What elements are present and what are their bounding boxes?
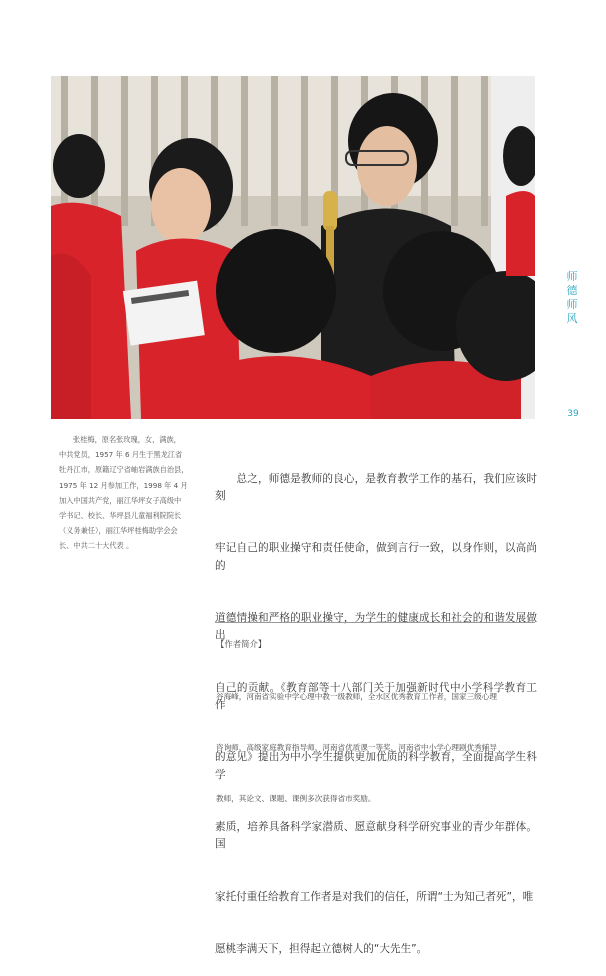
page-number: 39 (567, 409, 579, 419)
classroom-photo (51, 76, 535, 419)
body-line: 道德情操和严格的职业操守，为学生的健康成长和社会的和谐发展做出 (215, 612, 537, 642)
body-line: 自己的贡献。《教育部等十八部门关于加强新时代中小学科学教育工作 (215, 681, 537, 712)
section-tab (566, 270, 578, 326)
author-line: 教师，其论文、课题、课例多次获得省市奖励。 (216, 794, 376, 803)
section-tab-char: 师 (566, 298, 578, 311)
author-heading: 【作者简介】 (216, 639, 267, 649)
body-line: 家托付重任给教育工作者是对我们的信任，所谓“士为知己者死”，唯 (215, 890, 534, 903)
photo-caption: 张桂梅，原名张玫瑰，女，满族， 中共党员，1957 年 6 月生于黑龙江省 牡丹江市，原籍辽宁省岫岩满族自治县， 1975 年 12 月参加工作，1998 年 4 月 加入中国共产党，丽江华坪女子高级中 学书记、校长、华坪县儿童福利院院长 （义务兼任），丽江华坪桂梅助学会会 长、中共二十大代表 。 (59, 435, 189, 551)
section-tab-char: 师 (566, 270, 578, 283)
section-tab-char: 德 (566, 284, 578, 297)
author-line: 谷海峰，河南省实验中学心理中教一级教师，全水区优秀教育工作者，国家三级心理 (216, 692, 497, 701)
classroom-photo-icon (51, 76, 535, 419)
body-line: 素质，培养具备科学家潜质、愿意献身科学研究事业的青少年群体。国 (215, 820, 537, 851)
author-bio (216, 654, 538, 824)
body-line: 总之，师德是教师的良心，是教育教学工作的基石，我们应该时刻 (215, 472, 537, 503)
body-line: 牢记自己的职业操守和责任使命，做到言行一致，以身作则，以高尚的 (215, 542, 537, 572)
body-line: 愿桃李满天下，担得起立德树人的“大先生”。 (215, 942, 428, 955)
section-tab-char: 风 (566, 312, 578, 325)
author-line: 咨询师，高级家庭教育指导师，河南省优质课一等奖，河南省中小学心理剧优秀辅导 (216, 743, 497, 752)
body-line: 的意见》提出为中小学生提供更加优质的科学教育，全面提高学生科学 (215, 751, 537, 781)
section-divider (215, 622, 535, 623)
